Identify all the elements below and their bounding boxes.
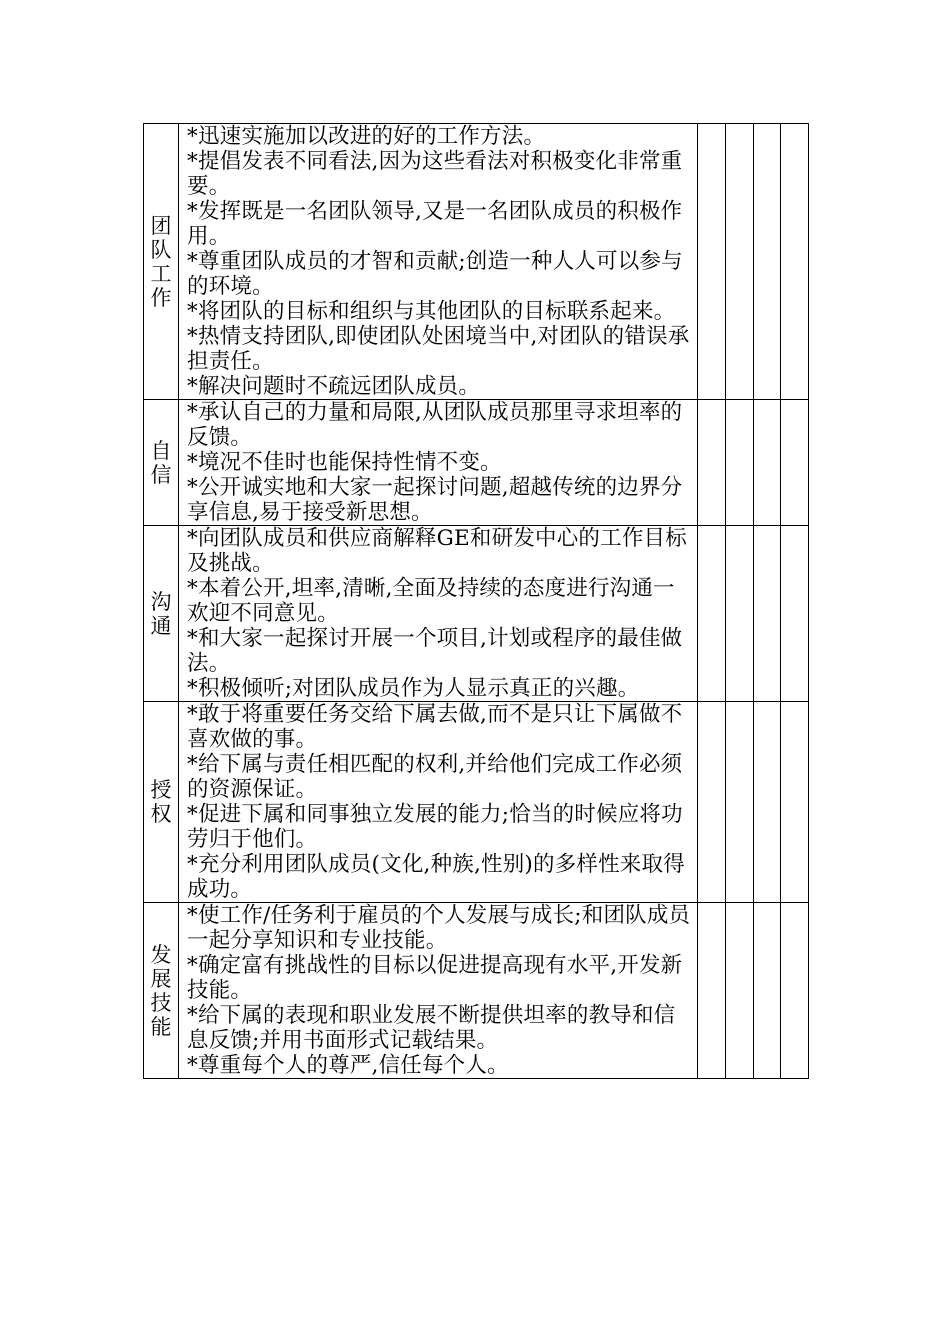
- list-item: *热情支持团队,即使团队处困境当中,对团队的错误承担责任。: [187, 324, 690, 374]
- behavior-list: [179, 124, 698, 400]
- list-item: *迅速实施加以改进的好的工作方法。: [187, 124, 546, 149]
- behavior-list: [179, 702, 698, 903]
- behavior-list: [179, 903, 698, 1079]
- table-row: [144, 702, 809, 903]
- list-item: *使工作/任务利于雇员的个人发展与成长;和团队成员一起分享知识和专业技能。: [187, 903, 691, 953]
- score-cell[interactable]: [698, 124, 726, 400]
- behavior-list: [179, 526, 698, 702]
- list-item: *提倡发表不同看法,因为这些看法对积极变化非常重要。: [187, 149, 683, 199]
- list-item: *给下属与责任相匹配的权利,并给他们完成工作必须的资源保证。: [187, 752, 683, 802]
- category-label: 自信: [150, 438, 172, 487]
- list-item: *承认自己的力量和局限,从团队成员那里寻求坦率的反馈。: [187, 400, 683, 450]
- score-cell[interactable]: [726, 124, 754, 400]
- category-cell: [144, 124, 179, 400]
- score-cell[interactable]: [698, 400, 726, 526]
- category-label: 沟通: [150, 589, 172, 638]
- list-item: *向团队成员和供应商解释GE和研发中心的工作目标及挑战。: [187, 526, 687, 576]
- list-item: *解决问题时不疏远团队成员。: [187, 374, 481, 399]
- category-cell: [144, 526, 179, 702]
- list-item: *充分利用团队成员(文化,种族,性别)的多样性来取得成功。: [187, 852, 685, 902]
- list-item: *给下属的表现和职业发展不断提供坦率的教导和信息反馈;并用书面形式记载结果。: [187, 1003, 676, 1053]
- score-cell[interactable]: [781, 702, 809, 903]
- score-cell[interactable]: [781, 124, 809, 400]
- list-item: *本着公开,坦率,清晰,全面及持续的态度进行沟通一欢迎不同意见。: [187, 576, 675, 626]
- list-item: *和大家一起探讨开展一个项目,计划或程序的最佳做法。: [187, 626, 683, 676]
- score-cell[interactable]: [754, 526, 781, 702]
- score-cell[interactable]: [754, 124, 781, 400]
- list-item: *公开诚实地和大家一起探讨问题,超越传统的边界分享信息,易于接受新思想。: [187, 475, 683, 525]
- score-cell[interactable]: [698, 702, 726, 903]
- category-cell: [144, 400, 179, 526]
- table-row: [144, 400, 809, 526]
- category-cell: [144, 702, 179, 903]
- list-item: *尊重团队成员的才智和贡献;创造一种人人可以参与的环境。: [187, 249, 683, 299]
- score-cell[interactable]: [698, 526, 726, 702]
- category-label: 发展技能: [150, 942, 172, 1039]
- score-cell[interactable]: [781, 903, 809, 1079]
- score-cell[interactable]: [726, 526, 754, 702]
- list-item: *尊重每个人的尊严,信任每个人。: [187, 1053, 509, 1078]
- list-item: *促进下属和同事独立发展的能力;恰当的时候应将功劳归于他们。: [187, 802, 683, 852]
- score-cell[interactable]: [781, 400, 809, 526]
- list-item: *发挥既是一名团队领导,又是一名团队成员的积极作用。: [187, 199, 683, 249]
- score-cell[interactable]: [726, 903, 754, 1079]
- table-row: [144, 124, 809, 400]
- category-cell: [144, 903, 179, 1079]
- table-row: [144, 526, 809, 702]
- score-cell[interactable]: [726, 702, 754, 903]
- score-cell[interactable]: [754, 400, 781, 526]
- list-item: *确定富有挑战性的目标以促进提高现有水平,开发新技能。: [187, 953, 683, 1003]
- score-cell[interactable]: [781, 526, 809, 702]
- score-cell[interactable]: [698, 903, 726, 1079]
- list-item: *积极倾听;对团队成员作为人显示真正的兴趣。: [187, 676, 640, 701]
- category-label: 授权: [150, 778, 172, 826]
- list-item: *将团队的目标和组织与其他团队的目标联系起来。: [187, 299, 676, 324]
- list-item: *敢于将重要任务交给下属去做,而不是只让下属做不喜欢做的事。: [187, 702, 683, 752]
- category-label: 团队工作: [150, 213, 172, 310]
- competency-table: [143, 123, 809, 1079]
- table-row: [144, 903, 809, 1079]
- score-cell[interactable]: [754, 702, 781, 903]
- score-cell[interactable]: [726, 400, 754, 526]
- score-cell[interactable]: [754, 903, 781, 1079]
- list-item: *境况不佳时也能保持性情不变。: [187, 450, 502, 475]
- behavior-list: [179, 400, 698, 526]
